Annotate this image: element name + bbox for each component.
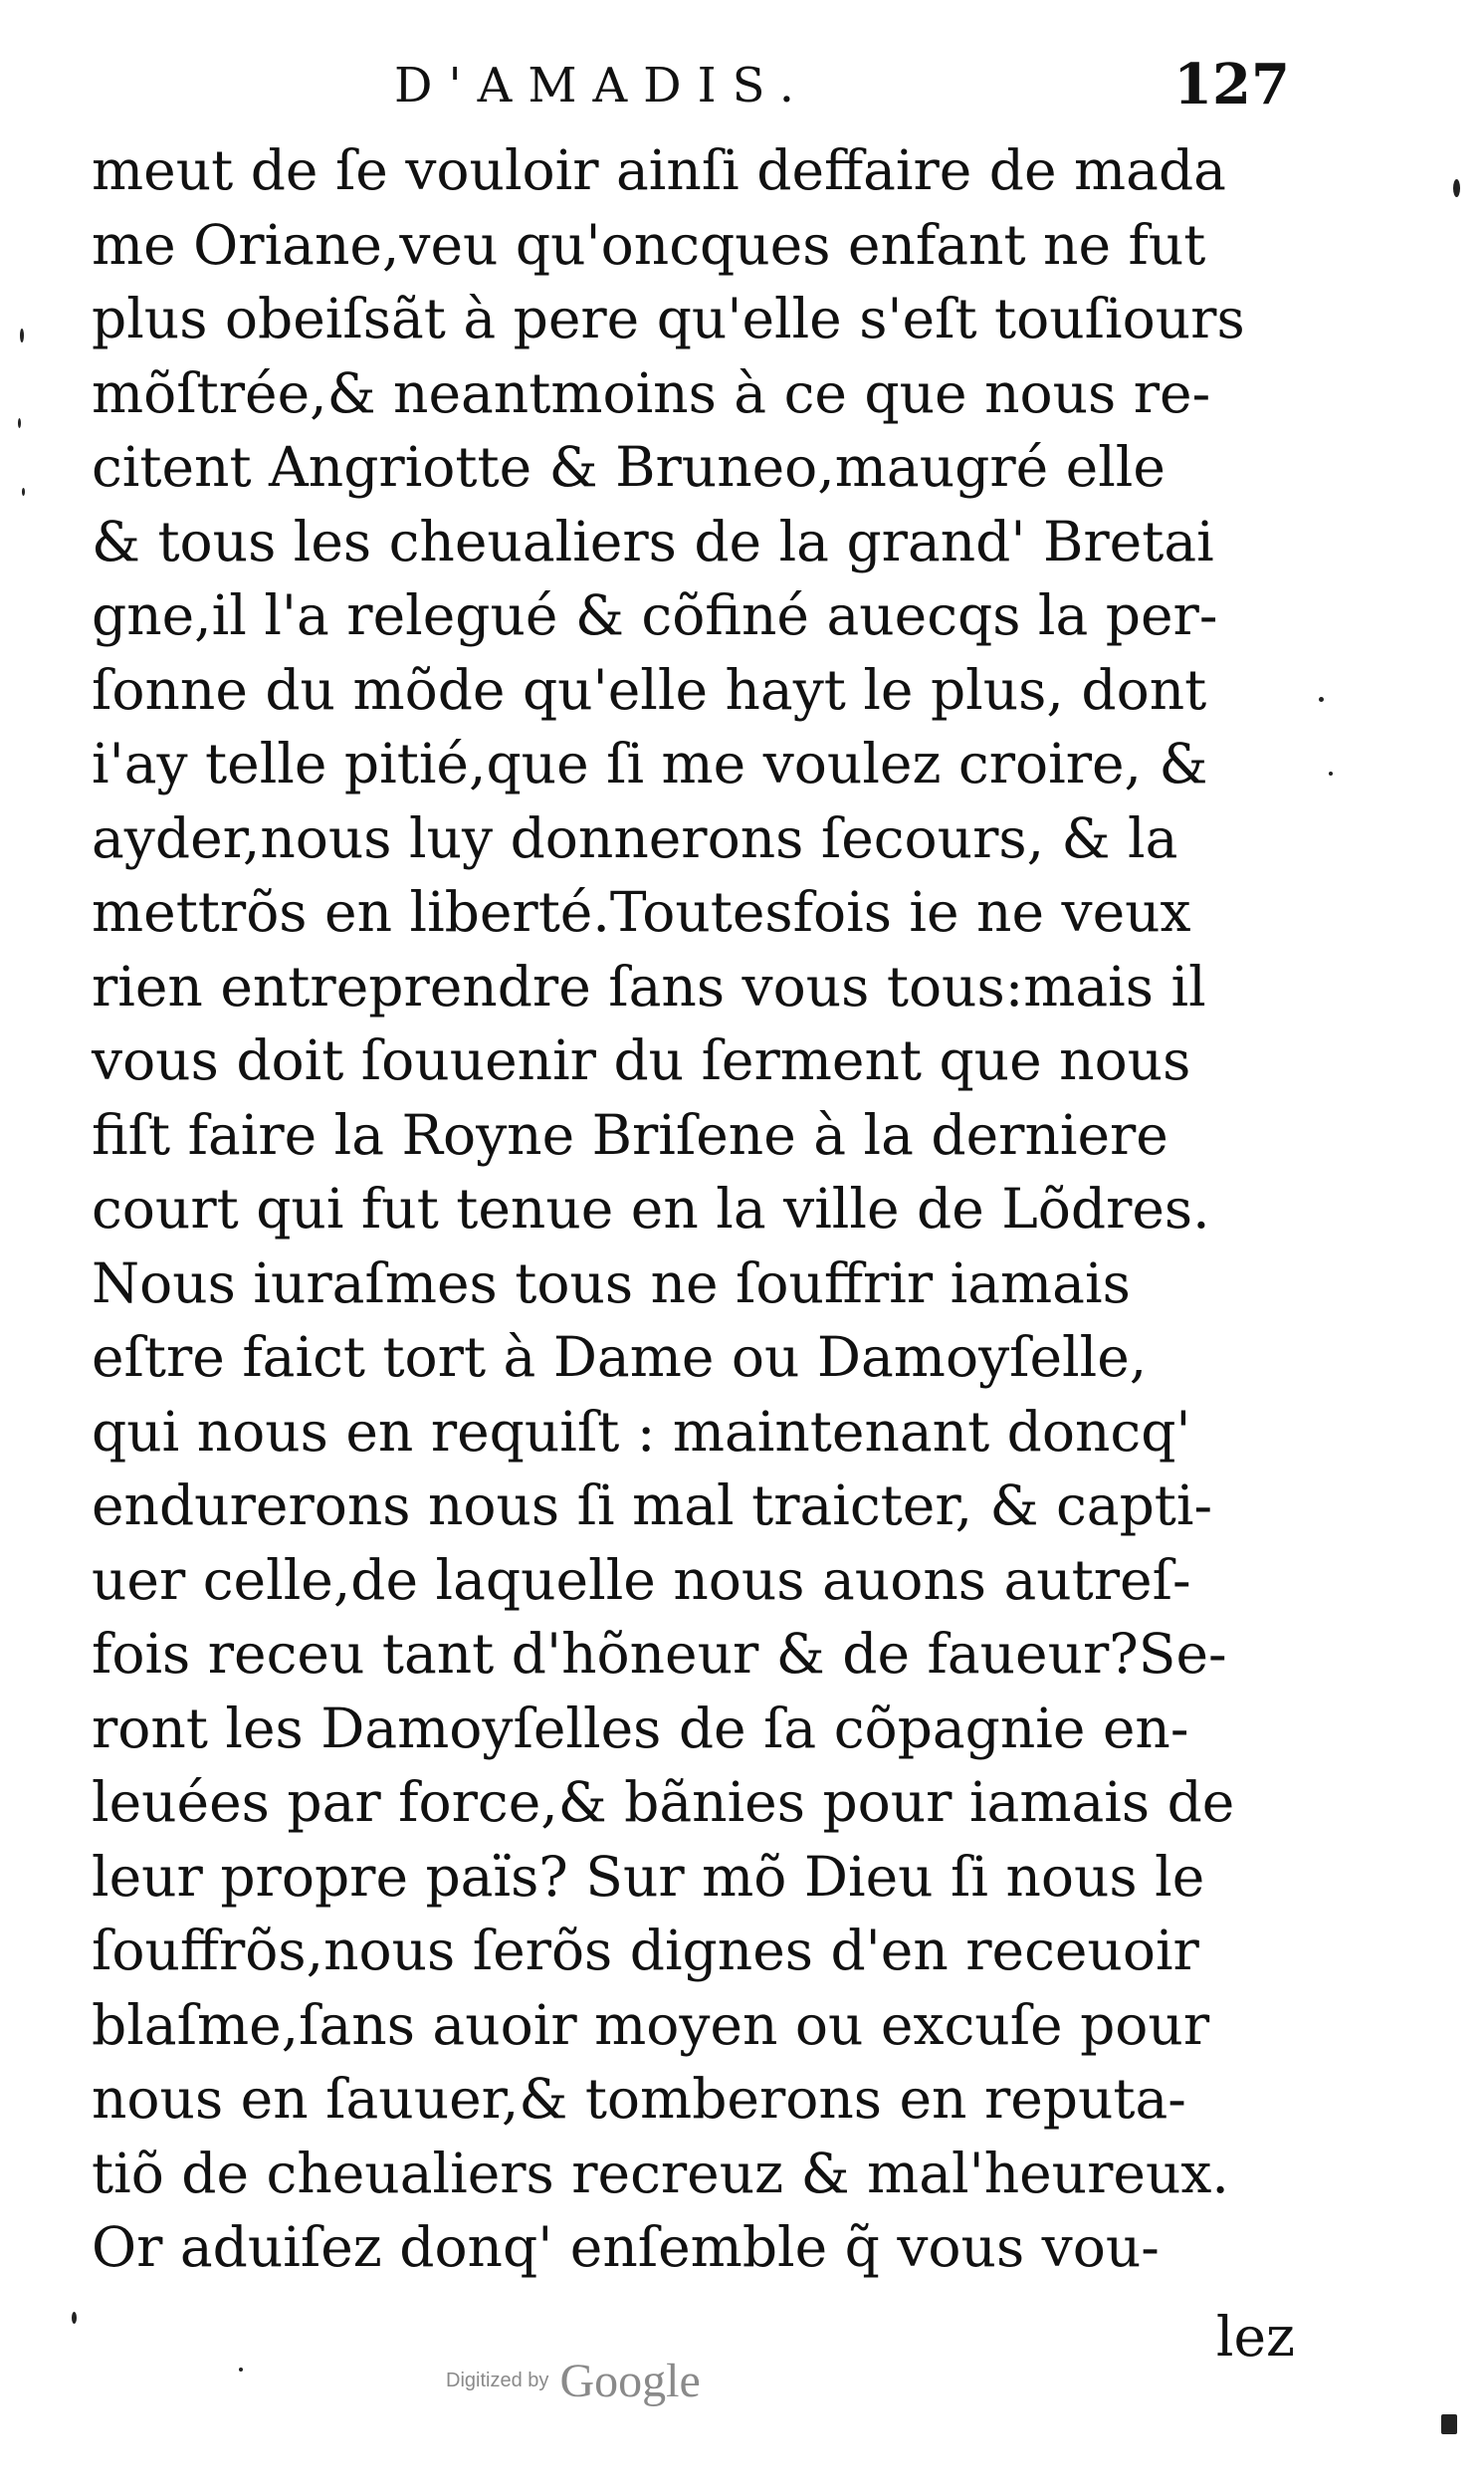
ink-speck bbox=[239, 2368, 243, 2372]
text-line: ront les Damoyſelles de ſa cõpagnie en- bbox=[92, 1696, 1189, 1760]
digitized-by-label: Digitized by bbox=[446, 2370, 549, 2391]
text-line: leuées par force,& bãnies pour iamais de bbox=[92, 1770, 1235, 1834]
text-line: meut de ſe vouloir ainſi deffaire de mada bbox=[92, 138, 1226, 202]
running-title: D'AMADIS. bbox=[394, 58, 811, 113]
ink-speck bbox=[72, 2312, 77, 2324]
text-line: Nous iuraſmes tous ne ſouffrir iamais bbox=[92, 1250, 1131, 1315]
text-line: ſonne du mõde qu'elle hayt le plus, dont bbox=[92, 657, 1207, 722]
text-line: leur propre païs? Sur mõ Dieu ſi nous le bbox=[92, 1844, 1205, 1909]
page-header bbox=[96, 52, 1290, 131]
text-line: me Oriane,veu qu'oncques enfant ne fut bbox=[92, 212, 1206, 277]
text-line: nous en ſauuer,& tomberons en reputa- bbox=[92, 2067, 1186, 2131]
text-line: fiſt faire la Royne Briſene à la derniere bbox=[92, 1102, 1168, 1167]
text-line: blaſme,ſans auoir moyen ou excuſe pour bbox=[92, 1992, 1210, 2057]
ink-speck bbox=[1453, 179, 1460, 197]
text-line: ayder,nous luy donnerons ſecours, & la bbox=[92, 805, 1178, 870]
ink-speck bbox=[1319, 697, 1324, 702]
text-line: Or aduiſez donq' enſemble q̃ vous vou- bbox=[92, 2215, 1160, 2279]
text-line: rien entreprendre ſans vous tous:mais il bbox=[92, 954, 1206, 1018]
digitized-watermark bbox=[446, 2354, 701, 2408]
text-line: fois receu tant d'hõneur & de faueur?Se- bbox=[92, 1622, 1227, 1686]
text-line: ſouffrõs,nous ſerõs dignes d'en receuoir bbox=[92, 1919, 1199, 1982]
text-line: uer celle,de laquelle nous auons autreſ- bbox=[92, 1547, 1191, 1612]
ink-speck bbox=[18, 418, 21, 428]
catchword: lez bbox=[1215, 2305, 1295, 2369]
text-line: plus obeiſsãt à pere qu'elle s'eſt touſiours bbox=[92, 287, 1245, 350]
ink-speck bbox=[22, 488, 25, 496]
text-line: citent Angriotte & Bruneo,maugré elle bbox=[92, 435, 1166, 499]
text-line: & tous les cheualiers de la grand' Bretai bbox=[92, 509, 1214, 573]
body-text bbox=[92, 133, 1316, 2285]
text-line: eſtre faict tort à Dame ou Damoyſelle, bbox=[92, 1325, 1148, 1389]
text-line: qui nous en requiſt : maintenant doncq' bbox=[92, 1399, 1191, 1464]
text-line: vous doit ſouuenir du ſerment que nous bbox=[92, 1028, 1191, 1092]
text-line: i'ay telle pitié,que ſi me voulez croire, & bbox=[92, 732, 1208, 795]
text-line: gne,il l'a relegué & cõfiné auecqs la per- bbox=[92, 583, 1218, 647]
text-line: endurerons nous ſi mal traicter, & capti- bbox=[92, 1473, 1213, 1537]
google-logo: Google bbox=[559, 2355, 701, 2407]
ink-speck bbox=[1329, 772, 1333, 776]
page-number: 127 bbox=[1173, 52, 1290, 117]
text-line: tiõ de cheualiers recreuz & mal'heureux. bbox=[92, 2141, 1229, 2205]
text-line: mettrõs en liberté.Toutesfois ie ne veux bbox=[92, 880, 1191, 944]
ink-speck bbox=[20, 329, 24, 342]
ink-speck bbox=[1441, 2414, 1457, 2434]
text-line: mõſtrée,& neantmoins à ce que nous re- bbox=[92, 360, 1211, 425]
text-line: court qui fut tenue en la ville de Lõdres. bbox=[92, 1177, 1210, 1241]
